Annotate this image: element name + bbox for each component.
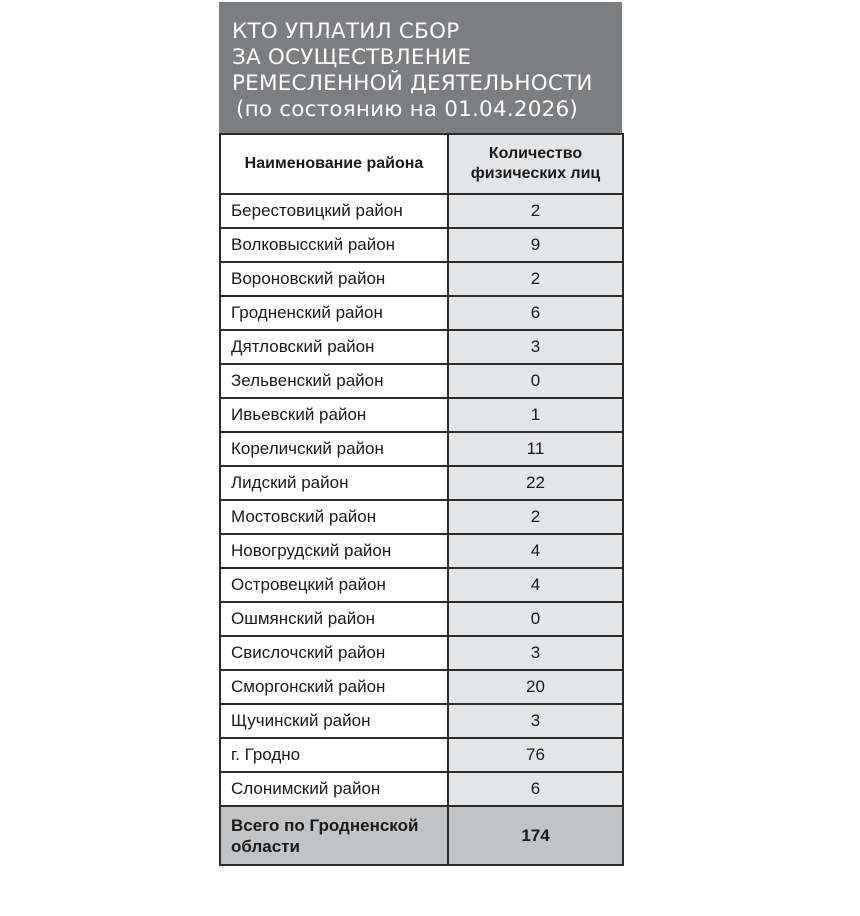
district-table: [219, 133, 624, 866]
table-row: [220, 330, 623, 364]
total-label-line-2: области: [231, 836, 300, 856]
count-column-header: [448, 134, 623, 194]
district-count: 2: [448, 500, 623, 534]
total-count: 174: [448, 806, 623, 865]
district-count: 9: [448, 228, 623, 262]
table-row: [220, 228, 623, 262]
district-count: 0: [448, 364, 623, 398]
table-row: [220, 398, 623, 432]
table-row: [220, 262, 623, 296]
table-row: [220, 636, 623, 670]
district-name: Вороновский район: [220, 262, 448, 296]
district-name: Зельвенский район: [220, 364, 448, 398]
district-count: 1: [448, 398, 623, 432]
district-count: 22: [448, 466, 623, 500]
district-count: 11: [448, 432, 623, 466]
district-name: Волковысский район: [220, 228, 448, 262]
district-count: 0: [448, 602, 623, 636]
table-row: [220, 670, 623, 704]
district-name: Лидский район: [220, 466, 448, 500]
district-count: 20: [448, 670, 623, 704]
table-row: [220, 738, 623, 772]
district-name: Новогрудский район: [220, 534, 448, 568]
total-label: [220, 806, 448, 865]
table-row: [220, 704, 623, 738]
district-name: Слонимский район: [220, 772, 448, 806]
table-row: [220, 534, 623, 568]
district-count: 4: [448, 534, 623, 568]
district-count: 4: [448, 568, 623, 602]
count-header-line-1: Количество: [488, 145, 583, 162]
district-name: Щучинский район: [220, 704, 448, 738]
title-line-3: РЕМЕСЛЕННОЙ ДЕЯТЕЛЬНОСТИ: [232, 71, 593, 96]
craft-fee-panel: [219, 2, 622, 866]
district-count: 2: [448, 194, 623, 228]
title-block: [219, 2, 622, 133]
count-header-line-2: физических лиц: [470, 165, 601, 182]
district-count: 2: [448, 262, 623, 296]
district-name: Гродненский район: [220, 296, 448, 330]
table-row: [220, 500, 623, 534]
table-row: [220, 602, 623, 636]
district-name: Ивьевский район: [220, 398, 448, 432]
table-row: [220, 296, 623, 330]
district-name: Свислочский район: [220, 636, 448, 670]
district-count: 3: [448, 704, 623, 738]
district-count: 3: [448, 330, 623, 364]
district-count: 6: [448, 772, 623, 806]
district-count: 6: [448, 296, 623, 330]
district-header-label: Наименование района: [244, 155, 424, 172]
table-row: [220, 194, 623, 228]
table-row: [220, 772, 623, 806]
title-date-line: (по состоянию на 01.04.2026): [236, 97, 578, 122]
district-name: Островецкий район: [220, 568, 448, 602]
district-column-header: [220, 134, 448, 194]
table-header-row: [220, 134, 623, 194]
district-name: Берестовицкий район: [220, 194, 448, 228]
table-row: [220, 466, 623, 500]
total-row: [220, 806, 623, 865]
title-line-1: КТО УПЛАТИЛ СБОР: [232, 19, 460, 44]
district-count: 76: [448, 738, 623, 772]
district-name: г. Гродно: [220, 738, 448, 772]
district-count: 3: [448, 636, 623, 670]
title-line-2: ЗА ОСУЩЕСТВЛЕНИЕ: [232, 45, 472, 70]
district-name: Мостовский район: [220, 500, 448, 534]
district-name: Сморгонский район: [220, 670, 448, 704]
district-name: Кореличский район: [220, 432, 448, 466]
table-row: [220, 432, 623, 466]
total-label-line-1: Всего по Гродненской: [231, 815, 419, 835]
district-name: Дятловский район: [220, 330, 448, 364]
table-row: [220, 568, 623, 602]
district-name: Ошмянский район: [220, 602, 448, 636]
table-row: [220, 364, 623, 398]
